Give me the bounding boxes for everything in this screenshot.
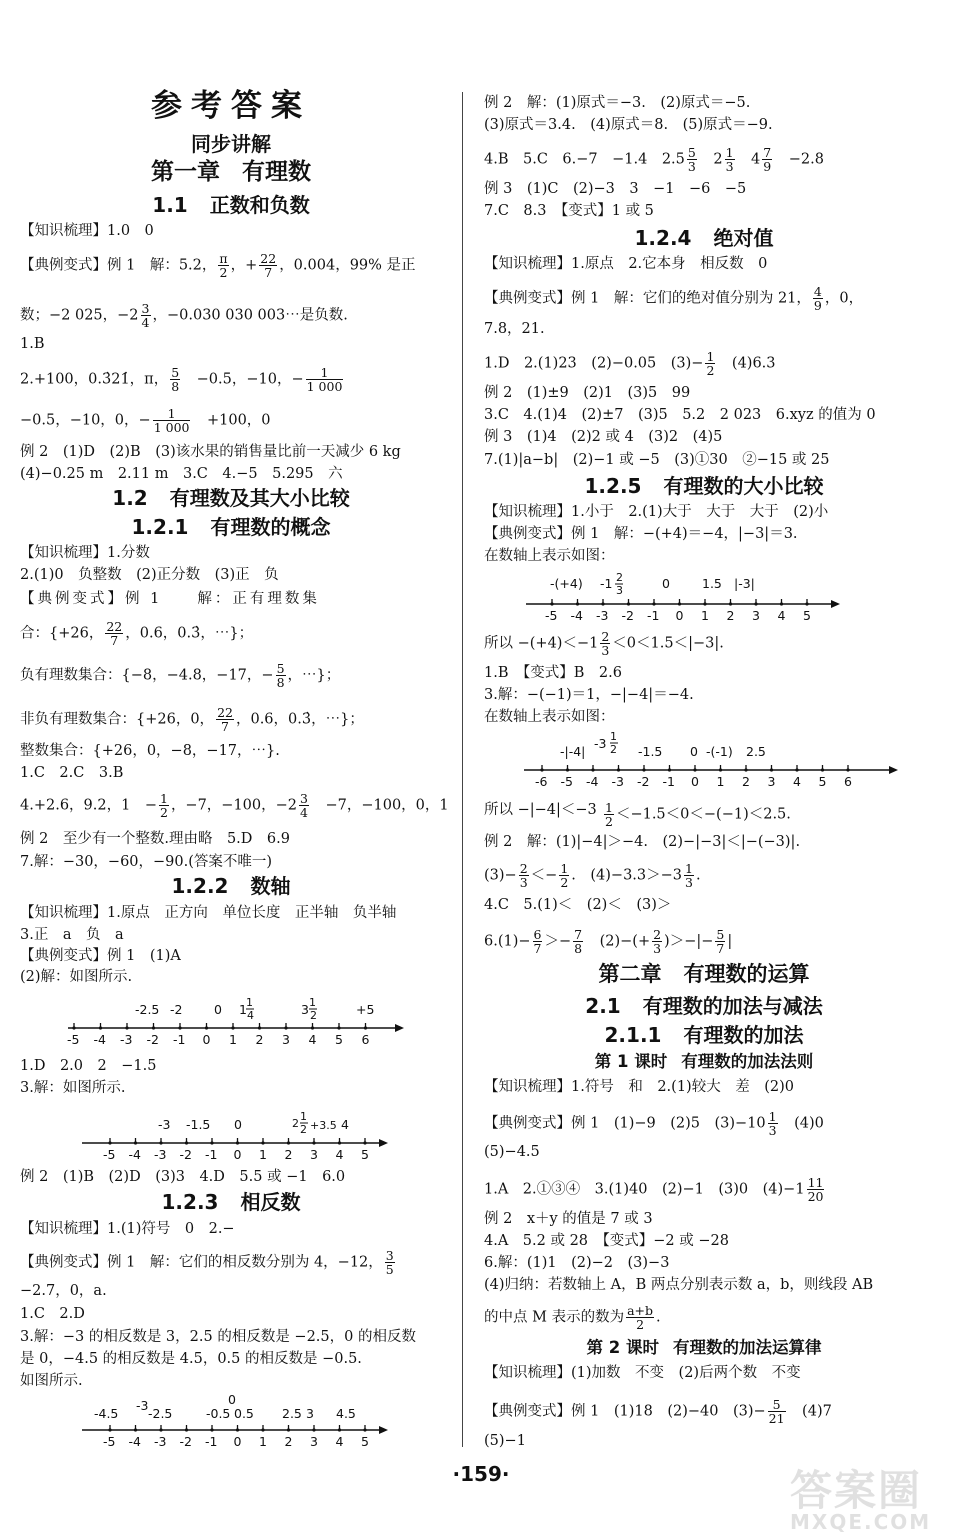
tick-dot	[642, 768, 645, 771]
tick-label: 1	[259, 1147, 267, 1162]
text-line: 【知识梳理】1.小于 2.(1)大于 大于 大于 (2)小	[484, 504, 829, 520]
tick-dot	[185, 1141, 188, 1144]
tick-label: -3	[120, 1032, 133, 1047]
text-line: 2.(1)0 负整数 (2)正分数 (3)正 负	[20, 567, 279, 583]
fraction: $\frac{22}{7}$	[106, 619, 123, 648]
text-line: 【知识梳理】1.符号 和 2.(1)较大 差 (2)0	[484, 1079, 794, 1095]
tick-dot	[205, 1026, 208, 1029]
tick-label: 0	[675, 608, 684, 623]
text-line: 7.8，21.	[484, 321, 545, 337]
tick-label: 2	[742, 774, 750, 789]
text-line: 负有理数集合：{−8，−4.8，−17，− $\frac{5}{8}$ ，⋯}；	[20, 661, 341, 690]
watermark-text: 答案圈	[790, 1466, 923, 1515]
tick-label: 0	[202, 1032, 211, 1047]
tick-label: -5	[103, 1147, 116, 1162]
text-line: 【典例变式】例 1 解：它们的绝对值分别为 21， $\frac{4}{9}$ ，0，	[484, 284, 864, 313]
fraction: $\frac{7}{8}$	[574, 927, 583, 956]
tick-label: 4	[793, 774, 801, 789]
text-line: 合：{+26， $\frac{22}{7}$ ，0.6，0.3̇，⋯}；	[20, 619, 254, 648]
fraction: $\frac{\pi}{2}$	[219, 251, 228, 280]
tick-label: 4	[308, 1032, 317, 1047]
number-line-3	[82, 1392, 422, 1456]
point-label: -2	[170, 1002, 183, 1017]
fraction: $\frac{1}{2}$	[706, 349, 715, 378]
text-line: 例 2 (1)B (2)D (3)3 4.D 5.5 或 −1 6.0	[20, 1169, 346, 1185]
text-line: 7.(1)|a−b| (2)−1 或 −5 (3)①30 ②−15 或 25	[484, 452, 830, 468]
text-line: 例 3 (1)C (2)−3 3 −1 −6 −5	[484, 181, 747, 197]
tick-dot	[601, 602, 604, 605]
tick-label: 2	[255, 1032, 264, 1047]
text-line: 所以 −|−4|＜−3	[484, 802, 597, 818]
tick-dot	[108, 1141, 111, 1144]
text-line: 4.C 5.(1)＜ (2)＜ (3)＞	[484, 897, 672, 913]
tick-label: 4	[335, 1147, 344, 1162]
text-line: 1.B 【变式】B 2.6	[484, 665, 622, 681]
text-line: 3.解：−3 的相反数是 3，2.5 的相反数是 −2.5，0 的相反数	[20, 1329, 416, 1345]
tick-dot	[108, 1428, 111, 1431]
point-label: 1	[309, 996, 316, 1009]
text-line: 1.B	[20, 336, 45, 352]
tick-label: -4	[93, 1032, 106, 1047]
tick-label: 5	[818, 774, 827, 789]
tick-dot	[693, 768, 696, 771]
tick-label: -4	[570, 608, 583, 623]
section-1-2-1-heading: 1.2.1 有理数的概念	[131, 515, 331, 539]
point-label: -|-4|	[560, 744, 586, 759]
point-label: |-3|	[734, 576, 755, 591]
fraction: $\frac{5}{3}$	[687, 145, 696, 174]
tick-dot	[846, 768, 849, 771]
tick-label: 5	[361, 1434, 369, 1449]
point-label: 0	[214, 1002, 222, 1017]
tick-dot	[210, 1141, 213, 1144]
watermark-url: MXQE.COM	[790, 1510, 932, 1534]
tick-label: -2	[146, 1032, 159, 1047]
fraction: $\frac{5}{7}$	[716, 927, 725, 956]
tick-label: 0	[233, 1147, 242, 1162]
tick-label: -5	[545, 608, 558, 623]
text-line: (4)归纳：若数轴上 A，B 两点分别表示数 a，b，则线段 AB	[484, 1277, 874, 1293]
tick-dot	[134, 1428, 137, 1431]
text-line: 【知识梳理】1.原点 正方向 单位长度 正半轴 负半轴	[20, 905, 397, 921]
tick-dot	[795, 768, 798, 771]
tick-dot	[159, 1141, 162, 1144]
text-line: 【典例变式】例 1 解：它们的相反数分别为 4，−12， $\frac{3}{5}$	[20, 1248, 394, 1277]
tick-dot	[678, 602, 681, 605]
section-2-1-heading: 2.1 有理数的加法与减法	[585, 994, 823, 1018]
fraction: $\frac{2}{3}$	[519, 861, 528, 890]
text-line: 是 0，−4.5 的相反数是 4.5，0.5 的相反数是 −0.5.	[20, 1351, 362, 1367]
tick-dot	[311, 1026, 314, 1029]
tick-label: 1	[229, 1032, 237, 1047]
point-label: 3	[616, 584, 623, 597]
point-label: -2.5	[135, 1002, 160, 1017]
tick-dot	[652, 602, 655, 605]
point-label: 1	[239, 1002, 247, 1017]
fraction: $\frac{3}{5}$	[385, 1248, 394, 1277]
tick-label: -4	[128, 1147, 141, 1162]
section-2-1-1-heading: 2.1.1 有理数的加法	[604, 1023, 804, 1047]
fraction: $\frac{1}{2}$	[560, 861, 569, 890]
fraction: $\frac{5}{8}$	[276, 661, 285, 690]
fraction: $\frac{11}{20}$	[807, 1175, 824, 1204]
point-label: -2.5	[148, 1406, 173, 1421]
tick-label: -2	[179, 1147, 192, 1162]
fraction: $\frac{22}{7}$	[217, 705, 233, 734]
tick-label: 3	[767, 774, 776, 789]
text-line: 数；−2 025，−2 $\frac{3}{4}$ ，−0.030 030 003⋯是负数.	[20, 301, 348, 330]
tick-dot	[754, 602, 757, 605]
text-line: 7.解：−30，−60，−90.(答案不唯一)	[20, 854, 273, 870]
text-line: 【典例变式】例 1 解：5.2， $\frac{\pi}{2}$ ，+ $\frac{22}{7}$ ，0.004，99% 是正	[20, 251, 416, 280]
text-line: 例 2 解：(1)原式＝−3. (2)原式＝−5.	[484, 95, 751, 111]
fraction: $\frac{2}{3}$	[601, 629, 610, 658]
text-line: 例 3 (1)4 (2)2 或 4 (3)2 (4)5	[484, 429, 723, 445]
tick-label: 6	[844, 774, 852, 789]
tick-dot	[312, 1141, 315, 1144]
page-number: ·159·	[452, 1462, 510, 1486]
point-label: +5	[356, 1002, 375, 1017]
tick-dot	[550, 602, 553, 605]
text-line: 例 2 (1)±9 (2)1 (3)5 99	[484, 385, 691, 401]
fraction: $\frac{1}{1 000}$	[153, 406, 190, 435]
tick-dot	[338, 1141, 341, 1144]
number-line-1	[68, 990, 408, 1054]
tick-label: 3	[310, 1147, 318, 1162]
tick-label: -5	[103, 1434, 116, 1449]
point-label: -1.5	[638, 744, 663, 759]
text-line: 【典例变式】例 1 解：正有理数集	[20, 591, 320, 607]
text-line: 【典例变式】例 1 解：−(+4)＝−4，|−3|＝3.	[484, 526, 798, 542]
text-line: 【典例变式】例 1 (1)A	[20, 948, 181, 964]
point-label: 0.5	[234, 1406, 254, 1421]
tick-dot	[287, 1428, 290, 1431]
tick-label: -3	[611, 774, 624, 789]
text-line: 1.A 2.①③④ 3.(1)40 (2)−1 (3)0 (4)−1 $\frac{11}{20}$	[484, 1175, 824, 1204]
tick-dot	[364, 1026, 367, 1029]
text-line: (3)原式＝3.4. (4)原式＝8. (5)原式＝−9.	[484, 117, 773, 133]
tick-dot	[363, 1428, 366, 1431]
text-line: 【典例变式】例 1 (1)−9 (2)5 (3)−10 $\frac{1}{3}$ (4)0	[484, 1109, 824, 1138]
tick-dot	[99, 1026, 102, 1029]
text-line: 整数集合：{+26，0，−8，−17，⋯}.	[20, 743, 280, 759]
fraction: $\frac{1}{3}$	[768, 1109, 777, 1138]
number-line-ticks	[67, 1023, 370, 1047]
tick-label: 5	[803, 608, 811, 623]
tick-dot	[261, 1428, 264, 1431]
chapter-1-heading: 第一章 有理数	[151, 159, 311, 185]
fraction: $\frac{a+b}{2}$	[627, 1303, 654, 1332]
tick-dot	[287, 1141, 290, 1144]
tick-dot	[821, 768, 824, 771]
chapter-2-heading: 第二章 有理数的运算	[598, 962, 810, 986]
tick-dot	[729, 602, 732, 605]
tick-label: -3	[596, 608, 609, 623]
fraction: $\frac{3}{4}$	[300, 791, 308, 820]
text-line: (4)−0.25 m 2.11 m 3.C 4.−5 5.295 六	[20, 466, 343, 482]
fraction: $\frac{1}{1 000}$	[306, 365, 343, 394]
text-line: (3)− $\frac{2}{3}$ ＜− $\frac{1}{2}$ . (4)−3.3＞−3 $\frac{1}{3}$ .	[484, 861, 701, 890]
text-line: 如图所示.	[20, 1373, 83, 1389]
point-label: -3	[136, 1398, 149, 1413]
tick-label: 3	[282, 1032, 290, 1047]
tick-dot	[576, 602, 579, 605]
tick-dot	[744, 768, 747, 771]
text-line: 在数轴上表示如图：	[484, 709, 615, 725]
tick-label: 0	[233, 1434, 242, 1449]
section-1-2-heading: 1.2 有理数及其大小比较	[112, 486, 350, 510]
text-line: 1.C 2.C 3.B	[20, 765, 124, 781]
point-label: 3	[301, 1002, 309, 1017]
point-label: -4.5	[94, 1406, 119, 1421]
tick-label: 2	[284, 1147, 293, 1162]
lesson-1-heading: 第 1 课时 有理数的加法法则	[594, 1052, 814, 1071]
text-line: 1.D 2.0 2 −1.5	[20, 1058, 157, 1074]
text-line: 6.解：(1)1 (2)−2 (3)−3	[484, 1255, 670, 1271]
point-label: 1.5	[702, 576, 722, 591]
tick-dot	[540, 768, 543, 771]
tick-dot	[236, 1141, 239, 1144]
text-line: 例 2 解：(1)|−4|＞−4. (2)−|−3|＜|−(−3)|.	[484, 834, 801, 850]
tick-dot	[159, 1428, 162, 1431]
text-line: 非负有理数集合：{+26，0， $\frac{22}{7}$ ，0.6，0.3̇，⋯}；	[20, 705, 364, 734]
tick-label: -2	[179, 1434, 192, 1449]
text-line: 例 2 (1)D (2)B (3)该水果的销售量比前一天减少 6 kg	[20, 444, 401, 460]
number-line-5	[524, 726, 904, 796]
text-line: 4.+2.6，9.2，1 − $\frac{1}{2}$ ，−7，−100，−2 $\frac{3}{4}$ −7，−100，0，1	[20, 791, 449, 820]
tick-label: 1	[716, 774, 725, 789]
fraction: $\frac{5}{8}$	[171, 365, 180, 394]
point-label: 2	[616, 571, 623, 584]
tick-dot	[231, 1026, 234, 1029]
tick-dot	[185, 1428, 188, 1431]
text-line: 所以 −(+4)＜−1 $\frac{2}{3}$ ＜0＜1.5＜|−3|.	[484, 629, 724, 658]
tick-dot	[312, 1428, 315, 1431]
point-label: 3	[306, 1406, 314, 1421]
section-1-2-3-heading: 1.2.3 相反数	[161, 1190, 301, 1214]
tick-label: -1	[205, 1434, 218, 1449]
tick-dot	[210, 1428, 213, 1431]
tick-dot	[134, 1141, 137, 1144]
text-line: (2)解：如图所示.	[20, 969, 133, 985]
text-line: 3.解：−(−1)＝1，−|−4|＝−4.	[484, 687, 694, 703]
tick-dot	[627, 602, 630, 605]
tick-dot	[566, 768, 569, 771]
tick-label: -1	[205, 1147, 218, 1162]
tick-dot	[780, 602, 783, 605]
fraction: $\frac{5}{21}$	[768, 1397, 785, 1426]
section-1-2-4-heading: 1.2.4 绝对值	[634, 226, 774, 250]
point-label: 1	[246, 996, 253, 1009]
tick-label: -4	[128, 1434, 141, 1449]
tick-label: 6	[361, 1032, 370, 1047]
tick-label: 3	[752, 608, 760, 623]
text-line: 3.C 4.(1)4 (2)±7 (3)5 5.2 2 023 6.xyz 的值为 0	[484, 407, 876, 423]
fraction: $\frac{6}{7}$	[533, 927, 542, 956]
tick-dot	[363, 1141, 366, 1144]
text-line: 例 2 至少有一个整数.理由略 5.D 6.9	[20, 831, 290, 847]
fraction: $\frac{22}{7}$	[260, 251, 277, 280]
text-line: 1.C 2.D	[20, 1306, 85, 1322]
fraction: $\frac{1}{3}$	[725, 145, 734, 174]
text-line: 在数轴上表示如图：	[484, 548, 615, 564]
tick-label: -1	[662, 774, 675, 789]
point-label: 4	[341, 1117, 349, 1132]
text-line: 3.解：如图所示.	[20, 1080, 126, 1096]
point-label: -3	[594, 736, 607, 751]
number-line-2	[82, 1105, 422, 1169]
text-line: 【知识梳理】1.分数	[20, 545, 150, 561]
text-line: 7.C 8.3 【变式】1 或 5	[484, 203, 654, 219]
tick-label: -5	[560, 774, 573, 789]
number-line-4	[526, 566, 866, 630]
point-label: -0.5	[206, 1406, 231, 1421]
tick-label: 1	[701, 608, 709, 623]
point-label: 1	[300, 1110, 307, 1123]
point-label: 2	[292, 1117, 299, 1130]
tick-dot	[152, 1026, 155, 1029]
tick-label: -6	[535, 774, 548, 789]
text-line: 3.正 a 负 a	[20, 927, 124, 943]
tick-label: -3	[154, 1434, 167, 1449]
text-line: 例 2 x＋y 的值是 7 或 3	[484, 1211, 653, 1227]
point-label: 4	[247, 1009, 254, 1022]
tick-label: 5	[335, 1032, 343, 1047]
point-label: -(+4)	[550, 576, 583, 591]
text-line: (5)−1	[484, 1433, 526, 1449]
text-line: −0.5，−10，0，− $\frac{1}{1 000}$ +100，0	[20, 406, 271, 435]
tick-label: -1	[647, 608, 660, 623]
fraction: $\frac{1}{3}$	[685, 861, 693, 890]
text-line: (5)−4.5	[484, 1144, 540, 1160]
tick-dot	[338, 1428, 341, 1431]
tick-label: 4	[335, 1434, 344, 1449]
point-label: -1.5	[186, 1117, 211, 1132]
text-line: 【典例变式】例 1 (1)18 (2)−40 (3)− $\frac{5}{21}$ (4)7	[484, 1397, 832, 1426]
point-label: 0	[228, 1392, 236, 1407]
tick-dot	[284, 1026, 287, 1029]
tick-dot	[178, 1026, 181, 1029]
tick-dot	[72, 1026, 75, 1029]
point-label: 2	[300, 1123, 307, 1136]
watermark-logo	[790, 1466, 950, 1534]
text-line: $\frac{1}{2}$ ＜−1.5＜0＜−(−1)＜2.5.	[605, 800, 791, 829]
tick-dot	[770, 768, 773, 771]
text-line: 1.D 2.(1)23 (2)−0.05 (3)− $\frac{1}{2}$ (4)6.3	[484, 349, 776, 378]
point-label: 2	[610, 743, 617, 756]
tick-label: -1	[173, 1032, 186, 1047]
point-label: -3	[158, 1117, 171, 1132]
tick-dot	[261, 1141, 264, 1144]
text-line: 4.B 5.C 6.−7 −1.4 2.5 $\frac{5}{3}$ 2 $\frac{1}{3}$ 4 $\frac{7}{9}$ −2.8	[484, 145, 824, 174]
tick-label: 4	[777, 608, 786, 623]
point-label: 2.5	[746, 744, 766, 759]
fraction: $\frac{3}{4}$	[141, 301, 150, 330]
subtitle: 同步讲解	[191, 132, 271, 156]
tick-dot	[668, 768, 671, 771]
tick-label: 2	[284, 1434, 293, 1449]
point-label: 0	[690, 744, 698, 759]
tick-label: -3	[154, 1147, 167, 1162]
tick-label: 5	[361, 1147, 369, 1162]
tick-dot	[617, 768, 620, 771]
tick-label: -2	[621, 608, 634, 623]
tick-dot	[703, 602, 706, 605]
lesson-2-heading: 第 2 课时 有理数的加法运算律	[586, 1338, 822, 1357]
point-label: 1	[610, 730, 617, 743]
section-1-2-5-heading: 1.2.5 有理数的大小比较	[584, 474, 824, 498]
tick-label: 2	[726, 608, 735, 623]
point-label: +3.5	[310, 1119, 337, 1132]
text-line: 4.A 5.2 或 28 【变式】−2 或 −28	[484, 1233, 729, 1249]
text-line: −2.7，0，a.	[20, 1283, 107, 1299]
tick-label: 3	[310, 1434, 318, 1449]
tick-dot	[337, 1026, 340, 1029]
text-line: 【知识梳理】1.原点 2.它本身 相反数 0	[484, 256, 768, 272]
fraction: $\frac{4}{9}$	[813, 284, 822, 313]
tick-label: 1	[259, 1434, 267, 1449]
tick-dot	[591, 768, 594, 771]
tick-dot	[125, 1026, 128, 1029]
text-line: 【知识梳理】1.(1)符号 0 2.−	[20, 1221, 235, 1237]
point-label: 2.5	[282, 1406, 302, 1421]
tick-dot	[258, 1026, 261, 1029]
point-label: 4.5	[336, 1406, 356, 1421]
point-label: 0	[234, 1117, 242, 1132]
section-1-1-heading: 1.1 正数和负数	[152, 193, 310, 217]
point-label: 2	[310, 1009, 317, 1022]
text-line: 【知识梳理】(1)加数 不变 (2)后两个数 不变	[484, 1365, 801, 1381]
text-line: 的中点 M 表示的数为 $\frac{a+b}{2}$ .	[484, 1303, 661, 1332]
section-1-2-2-heading: 1.2.2 数轴	[171, 874, 291, 898]
fraction: $\frac{7}{9}$	[763, 145, 772, 174]
column-divider	[462, 92, 463, 1447]
tick-label: -2	[637, 774, 650, 789]
tick-dot	[719, 768, 722, 771]
fraction: $\frac{2}{3}$	[653, 927, 662, 956]
text-line: 2.+100，0.3̇21̇，π， $\frac{5}{8}$ −0.5，−10，− $\frac{1}{1 000}$	[20, 365, 343, 394]
text-line: 6.(1)− $\frac{6}{7}$ ＞− $\frac{7}{8}$ (2)−(+ $\frac{2}{3}$ )＞−|− $\frac{5}{7}$ |	[484, 927, 733, 956]
point-label: -1	[600, 576, 613, 591]
tick-label: -4	[586, 774, 599, 789]
point-label: -(-1)	[706, 744, 733, 759]
page-title: 参考答案	[151, 88, 311, 124]
tick-label: 0	[691, 774, 699, 789]
fraction: $\frac{1}{2}$	[605, 800, 613, 829]
text-line: 【知识梳理】1.0 0	[20, 223, 154, 239]
tick-dot	[236, 1428, 239, 1431]
point-label: 0	[662, 576, 670, 591]
tick-label: -5	[67, 1032, 80, 1047]
fraction: $\frac{1}{2}$	[159, 791, 168, 820]
tick-dot	[805, 602, 808, 605]
